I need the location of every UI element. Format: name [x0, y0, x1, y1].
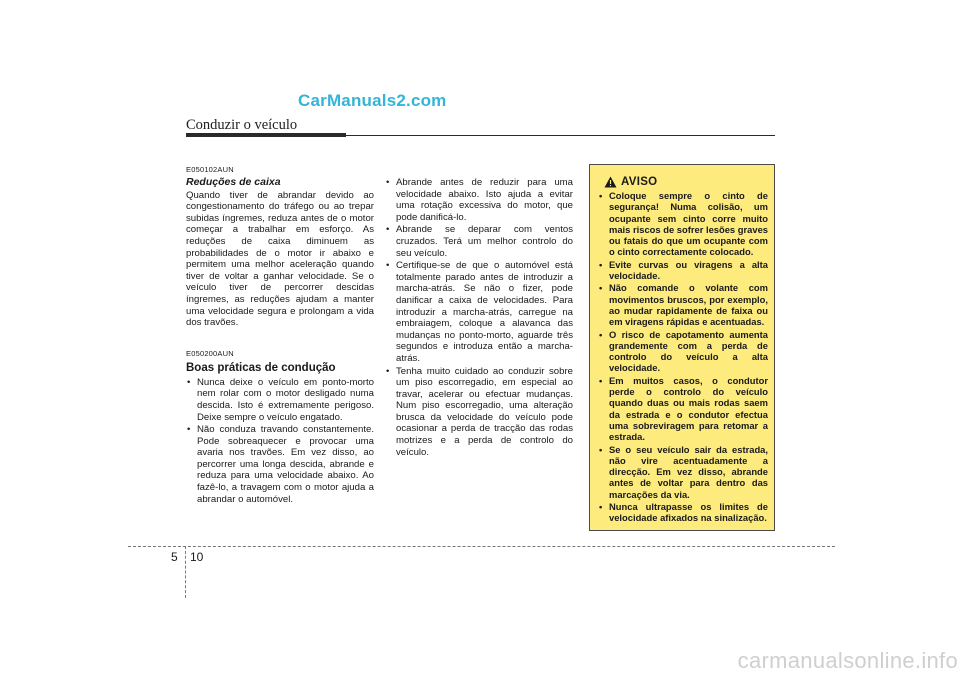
list-item: • Nunca ultrapasse os limites de velocidade afixados na sinalização. — [598, 501, 768, 524]
watermark-carmanuals2: CarManuals2.com — [298, 91, 447, 110]
warning-title: AVISO — [621, 176, 658, 188]
bullet-list-left — [186, 377, 374, 506]
list-item: • Evite curvas ou viragens a alta velocidade. — [598, 259, 768, 282]
warning-header — [604, 176, 768, 188]
list-item: • Abrande se deparar com ventos cruzados. Terá um melhor controlo do seu veículo. — [385, 224, 573, 259]
list-item: • Certifique-se de que o automóvel está totalmente parado antes de introduzir a marcha-atrás. Se não o fizer, pode danificar a caixa de velocidades. Para introduzir a marcha-atrás, carregue na embraiagem, coloque a alavanca das mudanças no ponto-morto, aguarde três segundos e introduza então a marcha-atrás. — [385, 260, 573, 364]
list-item: • Tenha muito cuidado ao conduzir sobre um piso escorregadio, em especial ao travar, acelerar ou efectuar mudanças. Num piso escorregadio, uma alteração brusca da velocidade do veículo pode ocasionar a perda de tracção das rodas motrizes e a perda de controlo do veículo. — [385, 366, 573, 459]
watermark-carmanualsonline: carmanualsonline.info — [737, 648, 958, 673]
header-rule-thin — [346, 135, 775, 136]
list-item: • Não conduza travando constantemente. Pode sobreaquecer e provocar uma avaria nos travões. Em vez disso, ao percorrer uma longa descida, abrande e reduza para uma velocidade abaixo. Ao fazê-lo, a travagem com o motor ajuda a abrandar o automóvel. — [186, 424, 374, 505]
footer-divider — [128, 546, 835, 547]
list-item: • Coloque sempre o cinto de segurança! Numa colisão, um ocupante sem cinto corre muito mais riscos de sofrer lesões graves ou fatais do que um ocupante com o cinto correctamente colocado. — [598, 190, 768, 258]
bullet-list-middle — [385, 177, 573, 458]
page-number: 10 — [190, 550, 204, 564]
warning-box — [589, 164, 775, 531]
section-code: E050102AUN — [186, 165, 234, 174]
list-item: • Abrande antes de reduzir para uma velocidade abaixo. Isto ajuda a evitar uma rotação excessiva do motor, que pode danificá-lo. — [385, 177, 573, 223]
chapter-number: 5 — [171, 550, 178, 564]
list-item: • O risco de capotamento aumenta grandemente com a perda de controlo do veículo a alta velocidade. — [598, 329, 768, 374]
section-code: E050200AUN — [186, 348, 234, 358]
paragraph-downshift: Quando tiver de abrandar devido ao congestionamento do tráfego ou ao trepar subidas íngremes, reduza antes de o motor começar a trabalhar em esforço. As reduções de caixa diminuem as probabilidades de o motor ir abaixo e permitem uma melhor aceleração quando tiver de voltar a ganhar velocidade. Se o veículo tiver de percorrer descidas íngremes, as reduções ajudam a manter uma velocidade segura e prolongam a vida dos travões. — [186, 189, 374, 329]
subheading-downshift: Reduções de caixa — [186, 176, 281, 188]
list-item: • Não comande o volante com movimentos bruscos, por exemplo, ao mudar rapidamente de faixa ou em viragens rápidas e acentuadas. — [598, 282, 768, 327]
footer-divider-vertical — [185, 546, 186, 598]
list-item: • Se o seu veículo sair da estrada, não vire acentuadamente a direcção. Em vez disso, abrande antes de voltar para dentro das marcações da via. — [598, 444, 768, 500]
list-item: • Nunca deixe o veículo em ponto-morto nem rolar com o motor desligado numa descida. Isto é extremamente perigoso. Deixe sempre o veículo engatado. — [186, 377, 374, 423]
column-left — [186, 165, 374, 506]
header-rule-thick — [186, 133, 346, 137]
heading-good-practices: Boas práticas de condução — [186, 361, 336, 374]
warning-list — [598, 190, 768, 524]
warning-triangle-icon — [604, 176, 617, 188]
list-item: • Em muitos casos, o condutor perde o controlo do veículo quando duas ou mais rodas saem da estrada e o condutor efectua uma sobreviragem para retomar a estrada. — [598, 375, 768, 443]
column-middle — [385, 177, 573, 459]
section-title: Conduzir o veículo — [186, 117, 298, 133]
